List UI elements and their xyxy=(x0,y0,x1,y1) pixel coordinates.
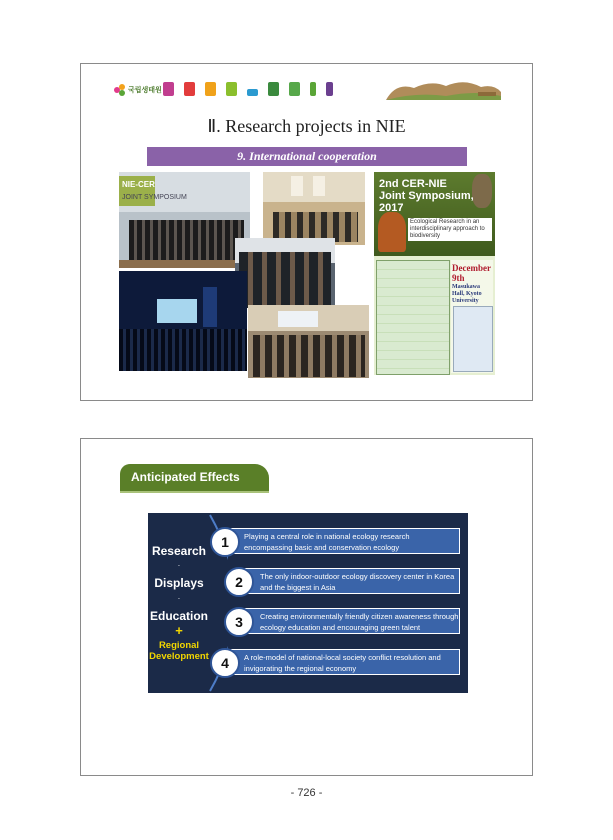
symposium-poster xyxy=(374,172,495,375)
auditorium-photo xyxy=(119,271,247,371)
poster-title-line2: Joint Symposium, 2017 xyxy=(379,190,474,214)
poster-program-table xyxy=(376,260,450,375)
separator-dot-2: · xyxy=(177,594,181,603)
bird-icon xyxy=(163,82,174,96)
crane-icon xyxy=(310,82,316,96)
poster-venue: Masukawa Hall, Kyoto University xyxy=(452,284,482,304)
effect-text-2: The only indoor-outdoor ecology discovery center in Korea and the biggest in Asia xyxy=(260,572,455,592)
effect-text-4: A role-model of national-local society conflict resolution and invigorating the regional economy xyxy=(244,653,441,673)
ecorium-landscape-icon xyxy=(386,78,501,100)
heading-tab xyxy=(120,464,269,492)
leaf-logo-icon xyxy=(114,84,126,96)
meeting-room-photo xyxy=(263,172,365,245)
deer-icon xyxy=(184,82,195,96)
plus-sign: + xyxy=(175,623,183,638)
label-education: Education xyxy=(149,609,208,623)
poster-date: December 9th xyxy=(452,263,491,283)
tree-icon xyxy=(268,82,279,96)
heading-text: Anticipated Effects xyxy=(131,470,240,484)
label-displays: Displays xyxy=(154,576,204,590)
label-regional-development: Regional Development xyxy=(149,640,209,662)
slide-title: Ⅱ. Research projects in NIE xyxy=(207,116,406,136)
sprout-icon xyxy=(226,82,237,96)
effect-item-1 xyxy=(227,528,460,554)
slide-anticipated-effects xyxy=(80,438,533,776)
separator-dot-1: · xyxy=(177,561,181,570)
poster-header xyxy=(374,172,495,256)
cactus-icon xyxy=(289,82,300,96)
banner-text-joint-symposium: JOINT SYMPOSIUM xyxy=(122,194,187,201)
effect-item-3 xyxy=(243,608,460,634)
heading-underline xyxy=(120,491,269,493)
pictogram-strip xyxy=(163,82,333,96)
effect-number-3: 3 xyxy=(224,607,254,637)
logo-text: 국립생태원 xyxy=(128,87,162,94)
effect-item-4 xyxy=(227,649,460,675)
poster-title-line1: 2nd CER-NIE xyxy=(379,178,447,190)
effect-text-3: Creating environmentally friendly citizen awareness through ecology education and encouraging green talent xyxy=(260,612,459,632)
plant-icon xyxy=(205,82,216,96)
label-research: Research xyxy=(151,544,207,558)
effect-number-1: 1 xyxy=(210,527,240,557)
symposium-group-photo xyxy=(119,172,250,268)
nie-logo xyxy=(114,84,162,96)
poster-tagline: Ecological Research in an interdisciplinary approach to biodiversity xyxy=(408,218,492,241)
effects-panel xyxy=(148,513,468,693)
effect-item-2 xyxy=(243,568,460,594)
section-subtitle: 9. International cooperation xyxy=(147,147,467,166)
conference-table-photo xyxy=(248,305,369,378)
slide-research-projects xyxy=(80,63,533,401)
effect-text-1: Playing a central role in national ecology research encompassing basic and conservation ecology xyxy=(244,532,410,552)
banner-text-nie-cer: NIE-CER xyxy=(122,180,155,189)
penguin-icon xyxy=(326,82,333,96)
poster-info-panel xyxy=(451,260,493,373)
effect-number-4: 4 xyxy=(210,648,240,678)
fish-icon xyxy=(247,89,258,96)
effect-number-2: 2 xyxy=(224,567,254,597)
page-number: - 726 - xyxy=(290,787,323,799)
discussion-group-photo xyxy=(235,238,335,308)
campus-map-icon xyxy=(453,306,493,372)
